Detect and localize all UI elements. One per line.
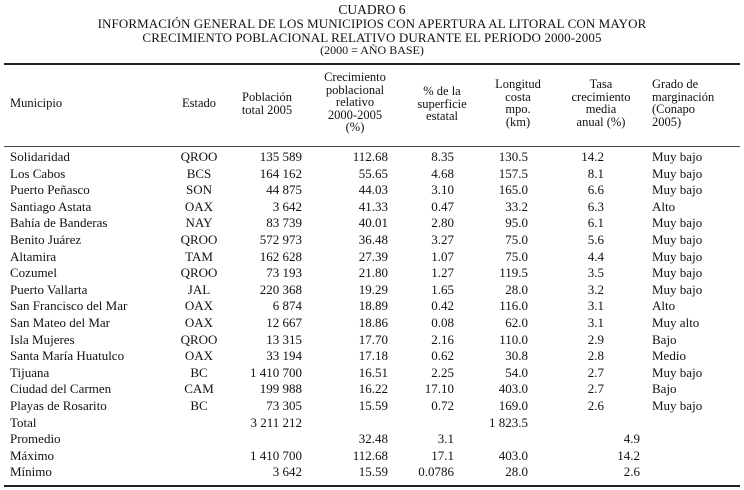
header-crecimiento-line: 2000-2005 [327, 107, 383, 122]
summary-tasa: 4.9 [623, 431, 640, 447]
cell-tasa: 6.1 [587, 215, 604, 231]
cell-municipio: Benito Juárez [10, 232, 82, 247]
header-poblacion [232, 91, 302, 116]
cell-grado: Alto [652, 298, 676, 314]
caption-title-line2: CRECIMIENTO POBLACIONAL RELATIVO DURANTE EL PERIODO 2000-2005 [142, 30, 602, 45]
cell-crecimiento: 44.03 [358, 182, 388, 198]
summary-longitud: 28.0 [505, 464, 528, 480]
cell-crecimiento: 36.48 [358, 232, 388, 247]
summary-superficie: 0.0786 [418, 464, 454, 480]
caption-base-year: (2000 = AÑO BASE) [320, 43, 424, 57]
header-crecimiento-line: relativo [335, 95, 375, 109]
cell-longitud: 62.0 [505, 315, 528, 330]
cell-crecimiento: 40.01 [358, 215, 388, 231]
cell-tasa: 3.2 [587, 281, 604, 297]
summary-superficie: 3.1 [437, 431, 454, 447]
header-tasa-line: crecimiento [571, 89, 631, 104]
cell-tasa: 2.9 [587, 331, 604, 347]
cell-municipio: Playas de Rosarito [10, 398, 107, 413]
summary-crecimiento: 112.68 [352, 447, 388, 463]
summary-municipio: Máximo [10, 447, 55, 463]
cell-estado: QROO [180, 232, 218, 247]
header-longitud-line: costa [505, 89, 531, 104]
cell-estado: QROO [180, 331, 218, 347]
cell-longitud: 119.5 [499, 265, 528, 281]
cell-poblacion: 12 667 [266, 315, 302, 330]
cell-crecimiento: 55.65 [358, 165, 388, 181]
header-grado-line: (Conapo [652, 102, 696, 116]
cell-grado: Muy bajo [652, 232, 703, 247]
cell-longitud: 130.5 [498, 149, 528, 164]
cell-grado: Muy bajo [652, 398, 703, 413]
cell-tasa: 4.4 [587, 248, 604, 264]
header-tasa-line: Tasa [589, 77, 613, 91]
header-superficie-line: estatal [426, 109, 458, 123]
cell-superficie: 0.62 [431, 348, 454, 364]
summary-tasa: 14.2 [617, 447, 640, 463]
cell-tasa: 5.6 [587, 232, 604, 247]
summary-tasa: 2.6 [623, 464, 640, 480]
cell-tasa: 2.7 [587, 381, 604, 397]
header-tasa [558, 78, 644, 128]
cell-longitud: 165.0 [498, 182, 528, 198]
cell-tasa: 3.1 [587, 315, 604, 330]
cell-municipio: Santiago Astata [10, 198, 92, 214]
cell-crecimiento: 16.51 [358, 364, 388, 380]
top-rule [4, 63, 740, 65]
cell-longitud: 75.0 [505, 248, 528, 264]
cell-municipio: Isla Mujeres [10, 331, 75, 347]
cell-longitud: 169.0 [498, 398, 528, 413]
cell-crecimiento: 41.33 [358, 198, 388, 214]
cell-superficie: 1.27 [431, 265, 454, 281]
summary-municipio: Total [10, 414, 37, 430]
cell-poblacion: 220 368 [259, 281, 302, 297]
cell-grado: Alto [652, 198, 676, 214]
cell-grado: Bajo [652, 381, 677, 397]
cell-grado: Muy bajo [652, 165, 703, 181]
header-tasa-line: media [585, 102, 617, 116]
cell-crecimiento: 18.89 [358, 298, 388, 314]
cell-tasa: 14.2 [581, 149, 604, 164]
cell-superficie: 3.10 [431, 182, 454, 198]
cell-municipio: San Francisco del Mar [10, 298, 128, 314]
cell-grado: Medio [652, 348, 686, 364]
cell-tasa: 6.3 [587, 198, 604, 214]
cell-tasa: 8.1 [587, 165, 604, 181]
cell-municipio: Ciudad del Carmen [10, 381, 112, 397]
cell-poblacion: 199 988 [259, 381, 302, 397]
cell-estado: JAL [187, 281, 211, 297]
cell-superficie: 4.68 [431, 165, 454, 181]
cell-poblacion: 33 194 [266, 348, 302, 364]
summary-municipio: Promedio [10, 431, 61, 447]
cell-longitud: 75.0 [505, 232, 528, 247]
summary-longitud: 1 823.5 [489, 414, 528, 430]
header-longitud [482, 78, 554, 128]
cell-estado: BCS [186, 165, 212, 181]
header-longitud-line: (km) [505, 114, 531, 129]
cell-municipio: Puerto Vallarta [10, 281, 88, 297]
summary-superficie: 17.1 [431, 447, 454, 463]
cell-superficie: 0.72 [431, 398, 454, 413]
cell-estado: BC [190, 398, 208, 413]
cell-poblacion: 1 410 700 [250, 364, 302, 380]
cell-longitud: 403.0 [498, 381, 528, 397]
header-superficie [404, 85, 480, 123]
summary-crecimiento: 32.48 [358, 431, 388, 447]
cell-municipio: Altamira [10, 248, 57, 264]
cell-crecimiento: 112.68 [352, 149, 388, 164]
cell-superficie: 2.16 [431, 331, 454, 347]
header-tasa-line: anual (%) [576, 114, 626, 129]
header-superficie-line: % de la [423, 84, 461, 98]
cell-municipio: Los Cabos [10, 165, 66, 181]
cell-crecimiento: 16.22 [358, 381, 388, 397]
cell-superficie: 8.35 [431, 149, 454, 164]
cell-tasa: 2.8 [587, 348, 604, 364]
cell-municipio: San Mateo del Mar [10, 315, 111, 330]
cell-poblacion: 3 642 [272, 198, 302, 214]
cell-poblacion: 44 875 [266, 182, 302, 198]
cell-superficie: 17.10 [424, 381, 454, 397]
cell-poblacion: 135 589 [259, 149, 302, 164]
cell-poblacion: 164 162 [259, 165, 302, 181]
cell-estado: SON [185, 182, 212, 198]
header-crecimiento-line: poblacional [325, 82, 385, 97]
cell-superficie: 1.65 [431, 281, 454, 297]
cell-grado: Muy bajo [652, 265, 703, 281]
cell-longitud: 54.0 [505, 364, 528, 380]
cell-estado: TAM [185, 248, 213, 264]
cell-tasa: 3.1 [587, 298, 604, 314]
cell-superficie: 2.25 [431, 364, 454, 380]
header-crecimiento-line: (%) [345, 120, 365, 134]
cell-longitud: 95.0 [505, 215, 528, 231]
cell-poblacion: 73 305 [266, 398, 302, 413]
cell-longitud: 28.0 [505, 281, 528, 297]
cell-estado: OAX [184, 298, 214, 314]
summary-poblacion: 1 410 700 [250, 447, 302, 463]
header-estado [170, 97, 228, 110]
cell-longitud: 33.2 [505, 198, 528, 214]
cell-estado: NAY [185, 215, 213, 231]
header-longitud-line: Longitud [495, 77, 541, 91]
cell-tasa: 6.6 [587, 182, 604, 198]
header-crecimiento [310, 71, 400, 134]
cell-superficie: 1.07 [431, 248, 454, 264]
cell-longitud: 157.5 [498, 165, 528, 181]
cell-poblacion: 572 973 [259, 232, 302, 247]
cell-municipio: Solidaridad [10, 149, 70, 164]
cell-municipio: Bahía de Banderas [10, 215, 108, 231]
cell-tasa: 2.7 [587, 364, 604, 380]
cell-poblacion: 83 739 [266, 215, 302, 231]
header-grado [652, 78, 742, 128]
cell-crecimiento: 15.59 [358, 398, 388, 413]
summary-longitud: 403.0 [498, 447, 528, 463]
summary-municipio: Mínimo [10, 464, 52, 480]
cell-grado: Muy bajo [652, 215, 703, 231]
header-grado-line: 2005) [652, 114, 682, 129]
table-caption [0, 3, 744, 56]
cell-poblacion: 73 193 [266, 265, 302, 281]
cell-superficie: 2.80 [431, 215, 454, 231]
cell-grado: Muy bajo [652, 281, 703, 297]
cell-crecimiento: 21.80 [358, 265, 388, 281]
cell-municipio: Tijuana [10, 364, 50, 380]
cell-longitud: 110.0 [499, 331, 528, 347]
caption-number: CUADRO 6 [338, 2, 406, 17]
cell-crecimiento: 18.86 [358, 315, 388, 330]
cell-superficie: 0.42 [431, 298, 454, 314]
header-longitud-line: mpo. [505, 102, 531, 116]
cell-municipio: Santa María Huatulco [10, 348, 125, 364]
cell-municipio: Cozumel [10, 265, 57, 281]
header-poblacion-line: Población [242, 90, 292, 104]
bottom-rule [4, 485, 740, 487]
cell-estado: BC [190, 364, 208, 380]
header-superficie-line: superficie [417, 96, 467, 111]
cell-grado: Muy bajo [652, 149, 703, 164]
cell-superficie: 0.08 [431, 315, 454, 330]
cell-crecimiento: 27.39 [358, 248, 388, 264]
caption-title-line1: INFORMACIÓN GENERAL DE LOS MUNICIPIOS CON APERTURA AL LITORAL CON MAYOR [97, 16, 647, 31]
summary-crecimiento: 15.59 [358, 464, 388, 480]
header-estado-line: Estado [181, 96, 217, 110]
cell-estado: OAX [184, 198, 214, 214]
cell-estado: OAX [184, 315, 214, 330]
cell-estado: QROO [180, 149, 218, 164]
cell-estado: OAX [184, 348, 214, 364]
header-crecimiento-line: Crecimiento [324, 70, 386, 84]
cell-grado: Muy alto [652, 315, 700, 330]
summary-poblacion: 3 642 [272, 464, 302, 480]
header-grado-line: Grado de [652, 77, 699, 91]
cell-crecimiento: 17.18 [358, 348, 388, 364]
header-municipio-line: Municipio [10, 96, 63, 110]
header-grado-line: marginación [652, 89, 715, 104]
cell-superficie: 3.27 [431, 232, 454, 247]
cell-grado: Muy bajo [652, 248, 703, 264]
cell-estado: QROO [180, 265, 218, 281]
cell-crecimiento: 17.70 [358, 331, 388, 347]
cell-poblacion: 6 874 [272, 298, 302, 314]
cell-estado: CAM [184, 381, 214, 397]
cell-tasa: 2.6 [587, 398, 604, 413]
cell-grado: Bajo [652, 331, 677, 347]
cell-poblacion: 162 628 [259, 248, 302, 264]
header-poblacion-line: total 2005 [241, 102, 293, 117]
cell-municipio: Puerto Peñasco [10, 182, 90, 198]
cell-poblacion: 13 315 [266, 331, 302, 347]
header-municipio [10, 97, 100, 110]
cell-crecimiento: 19.29 [358, 281, 388, 297]
cell-superficie: 0.47 [431, 198, 454, 214]
header-rule [4, 146, 740, 147]
summary-poblacion: 3 211 212 [250, 414, 302, 430]
cell-longitud: 30.8 [505, 348, 528, 364]
cell-grado: Muy bajo [652, 182, 703, 198]
cell-longitud: 116.0 [499, 298, 528, 314]
cell-tasa: 3.5 [587, 265, 604, 281]
cell-grado: Muy bajo [652, 364, 703, 380]
